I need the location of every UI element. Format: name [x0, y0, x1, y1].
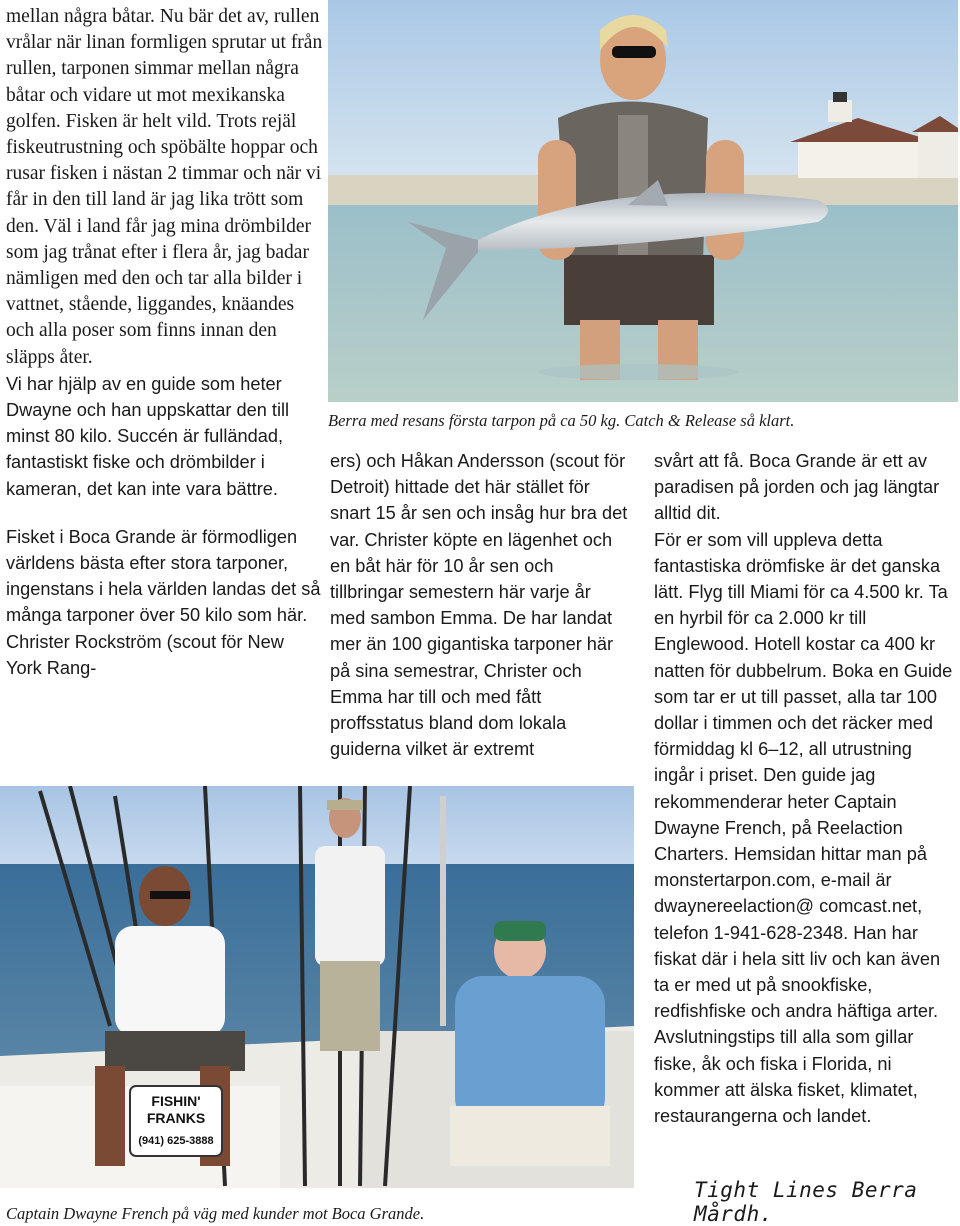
boat-sign-phone: (941) 625-3888 — [138, 1135, 214, 1147]
left-paragraph-1b — [6, 371, 324, 502]
tarpon-photo-caption: Berra med resans första tarpon på ca 50 kg. Catch & Release så klart. — [328, 411, 795, 430]
right-paragraph-1: svårt att få. Boca Grande är ett av paradisen på jorden och jag längtar alltid dit. — [654, 451, 940, 524]
left-text-column — [6, 4, 324, 681]
left-paragraph-1: mellan några båtar. Nu bär det av, rullen vrålar när linan formligen sprutar ut från rullen, tarponen simmar mellan några båtar och vidare ut mot mexikanska golfen. Fisken är helt vild. Trots rejäl fiskeutrustning och spöbälte hoppar och rusar fisken i nästan 2 timmar och när vi får in den till land är jag lika trött som den. Väl i land får jag mina drömbilder som jag trånat efter i flera år, jag badar nämligen med den och tar alla bilder i vattnet, stående, liggandes, knäandes och alla poser som finns innan den släpps åter. — [6, 6, 323, 368]
tarpon-photo-illustration — [328, 0, 958, 402]
middle-paragraph-1: ers) och Håkan Andersson (scout för Detroit) hittade det här stället för snart 15 år sen och insåg hur bra det var. Christer köpte en lägenhet och en båt här för 10 år sen och tillbringar semestern här varje år med sambon Emma. De har landat mer än 100 gigantiska tarponer här på sina semestrar, Christer och Emma har till och med fått proffsstatus bland dom lokala guiderna vilket är extremt — [330, 451, 628, 760]
tarpon-photo — [328, 0, 958, 402]
boat-sign-line1: FISHIN' — [151, 1093, 201, 1109]
left-paragraph-2: Fisket i Boca Grande är förmodligen världens bästa efter stora tarponer, ingenstans i hela världen landas det så många tarponer över 50 kilo som här. Christer Rockström (scout för New York Rang- — [6, 526, 321, 678]
boat-photo — [0, 786, 634, 1188]
right-paragraph-2: För er som vill uppleva detta fantastiska drömfiske är det ganska lätt. Flyg till Miami för ca 4.500 kr. Ta en hyrbil för ca 2.000 kr till Englewood. Hotell kostar ca 400 kr natten för dubbelrum. Boka en Guide som tar er ut till passet, alla tar 100 dollar i timmen och det räcker med förmiddag kl 6–12, all utrustning ingår i priset. Den guide jag rekommenderar heter Captain Dwayne French, på Reelaction Charters. Hemsidan hittar man på monstertarpon.com, e-mail är dwaynereelaction@ comcast.net, telefon 1-941-628-2348. Han har fiskat där i hela sitt liv och kan även ta er med ut på snookfiske, redfishfiske och andra häftiga arter. Avslutningstips till alla som gillar fiske, åk och fiska i Florida, ni kommer att älska fisket, klimatet, restaurangerna och landet. — [654, 529, 953, 1127]
boat-photo-caption: Captain Dwayne French på väg med kunder mot Boca Grande. — [6, 1204, 425, 1223]
boat-sign-line2: FRANKS — [146, 1110, 206, 1126]
right-text-column — [654, 448, 954, 1129]
boat-photo-illustration — [0, 786, 634, 1188]
author-signature: Tight Lines Berra Mårdh. — [694, 1178, 918, 1226]
left-paragraph-1b-text: Vi har hjälp av en guide som heter Dwayne och han uppskattar den till minst 80 kilo. Succén är fulländad, fantastiskt fiske och drömbilder i kameran, det kan inte vara bättre. — [6, 373, 290, 499]
middle-text-column — [330, 448, 630, 762]
